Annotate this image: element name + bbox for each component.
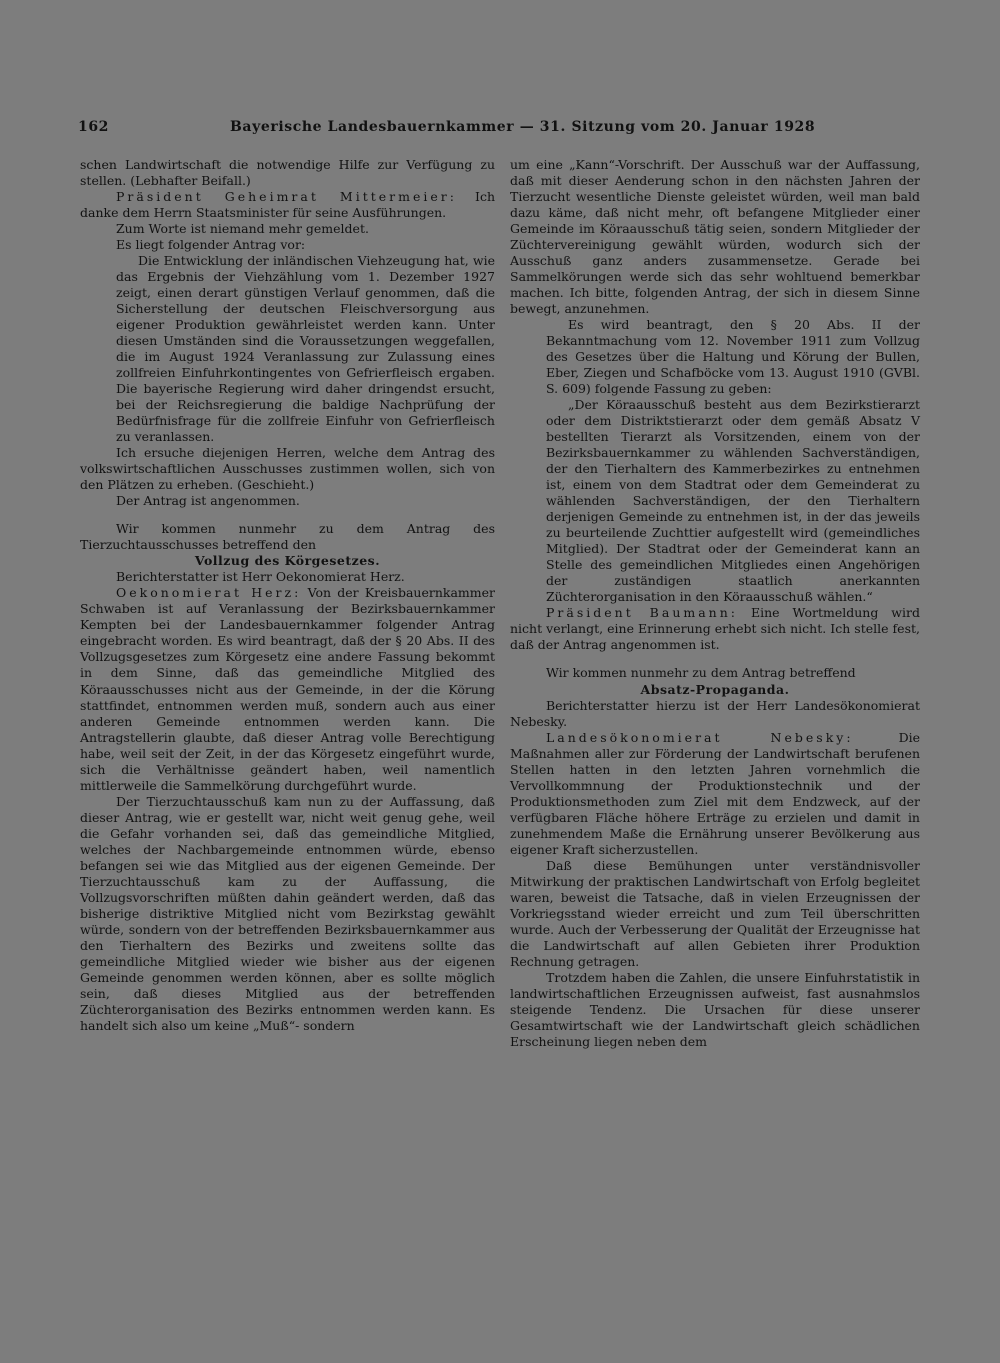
paragraph: Trotzdem haben die Zahlen, die unsere Einfuhrstatistik in landwirtschaftlichen Erzeugnissen aufweist, fast ausnahmslos steigende Tendenz. Die Ursachen für diese unserer Gesamtwirtschaft wie der Landwirtschaft gleich schädlichen Erscheinung liegen neben dem xyxy=(510,969,920,1049)
running-header xyxy=(78,119,920,143)
paragraph: Zum Worte ist niemand mehr gemeldet. xyxy=(116,221,369,237)
section-heading: Absatz-Propaganda. xyxy=(640,681,790,697)
left-column xyxy=(80,157,495,1034)
speech-text: Von der Kreisbauernkammer Schwaben ist auf Veranlassung der Bezirksbauernkammer Kempten bei der Landesbauernkammer folgender Antrag eingebracht worden. Es wird beantragt, daß der § 20 Abs. II des Vollzugsgesetzes zum Körgesetz eine andere Fassung bekommt in dem Sinne, daß das gemeindliche Mitglied des Köraausschusses nicht aus der Gemeinde, in der die Körung stattfindet, entnommen werden muß, sondern auch aus einer anderen Gemeinde entnommen werden kann. Die Antragstellerin glaubte, daß dieser Antrag volle Berechtigung habe, weil seit der Zeit, in der das Körgesetz eingeführt wurde, sich die Verhältnisse geändert haben, weil namentlich mittlerweile die Sammelkörung durchgeführt wurde. xyxy=(80,585,495,793)
motion-text: Es wird beantragt, den § 20 Abs. II der Bekanntmachung vom 12. November 1911 zum Vollzug des Gesetzes über die Haltung und Körung der Bullen, Eber, Ziegen und Schafböcke vom 13. August 1910 (GVBl. S. 609) folgende Fassung zu geben: xyxy=(546,317,920,397)
paragraph: Der Tierzuchtausschuß kam nun zu der Auffassung, daß dieser Antrag, wie er gestellt war, nicht weit genug gehe, weil die Gefahr vorhanden sei, daß das gemeindliche Mitglied, welches der Nachbargemeinde entnommen würde, ebenso befangen sei wie das Mitglied aus der eigenen Gemeinde. Der Tierzuchtausschuß kam zu der Auffassung, die Vollzugsvorschriften müßten dahin geändert werden, daß das bisherige distriktive Mitglied nicht vom Bezirkstag gewählt würde, sondern von der betreffenden Bezirksbauernkammer aus den Tierhaltern des Bezirks und zweitens sollte das gemeindliche Mitglied wieder wie bisher aus der eigenen Gemeinde genommen werden können, aber es sollte möglich sein, daß dieses Mitglied aus der betreffenden Züchterorganisation des Bezirks entnommen werden kann. Es handelt sich also um keine „Muß“- sondern xyxy=(80,793,495,1033)
speaker-name: Präsident Geheimrat Mittermeier: xyxy=(116,189,457,205)
quoted-regulation: „Der Köraausschuß besteht aus dem Bezirkstierarzt oder dem Distriktstierarzt oder dem gemäß Absatz V bestellten Tierarzt als Vorsitzenden, einem von der Bezirksbauernkammer zu wählenden Sachverständigen, der den Tierhaltern des Kammerbezirkes zu entnehmen ist, einem von dem Stadtrat oder dem Gemeinderat zu wählenden Sachverständigen, der den Tierhaltern derjenigen Gemeinde zu entnehmen ist, in der das jeweils zu beurteilende Zuchttier aufgestellt wird (gemeindliches Mitglied). Der Stadtrat oder der Gemeinderat kann an Stelle des gemeindlichen Mitgliedes einen Angehörigen der zuständigen staatlich anerkannten Züchterorganisation in den Köraausschuß wählen.“ xyxy=(546,397,920,605)
paragraph xyxy=(80,585,495,793)
paragraph: Berichterstatter ist Herr Oekonomierat Herz. xyxy=(116,569,405,585)
speech-text: Eine Wortmeldung wird nicht verlangt, eine Erinnerung erhebt sich nicht. Ich stelle fest, daß der Antrag angenommen ist. xyxy=(510,605,920,653)
paragraph xyxy=(510,730,920,858)
spacer xyxy=(80,509,495,521)
speech-text: Ich danke dem Herrn Staatsminister für seine Ausführungen. xyxy=(80,189,495,221)
paragraph: Wir kommen nunmehr zu dem Antrag betreffend xyxy=(546,665,856,681)
paragraph xyxy=(80,189,495,221)
paragraph xyxy=(510,605,920,653)
motion-text: Die Entwicklung der inländischen Viehzeugung hat, wie das Ergebnis der Viehzählung vom 1. Dezember 1927 zeigt, einen derart günstigen Verlauf genommen, daß die Sicherstellung der deutschen Fleischversorgung aus eigener Produktion gewährleistet werden kann. Unter diesen Umständen sind die Voraussetzungen weggefallen, die im August 1924 Veranlassung zur Zulassung eines zollfreien Einfuhrkontingentes von Gefrierfleisch ergaben. Die bayerische Regierung wird daher dringendst ersucht, bei der Reichsregierung die baldige Nachprüfung der Bedürfnisfrage für die zollfreie Einfuhr von Gefrierfleisch zu veranlassen. xyxy=(116,253,495,445)
speaker-name: Oekonomierat Herz: xyxy=(116,585,302,601)
page-number: 162 xyxy=(78,119,110,135)
paragraph: schen Landwirtschaft die notwendige Hilfe zur Verfügung zu stellen. (Lebhafter Beifall.) xyxy=(80,157,495,189)
speaker-name: Präsident Baumann: xyxy=(546,605,738,621)
paragraph: Daß diese Bemühungen unter verständnisvoller Mitwirkung der praktischen Landwirtschaft von Erfolg begleitet waren, beweist die Tatsache, daß in vielen Erzeugnissen der Vorkriegsstand wieder erreicht und zum Teil überschritten wurde. Auch der Verbesserung der Qualität der Erzeugnisse hat die Landwirtschaft auf allen Gebieten ihrer Produktion Rechnung getragen. xyxy=(510,857,920,969)
speech-text: Die Maßnahmen aller zur Förderung der Landwirtschaft berufenen Stellen hatten in den letzten Jahren vornehmlich die Vervollkommnung der Produktionstechnik und der Produktionsmethoden zum Ziel mit dem Endzweck, auf der verfügbaren Fläche höhere Erträge zu erzielen und damit in zunehmendem Maße die Ernährung unserer Bevölkerung aus eigener Kraft sicherzustellen. xyxy=(510,729,920,857)
section-heading: Vollzug des Körgesetzes. xyxy=(194,553,381,569)
paragraph: Der Antrag ist angenommen. xyxy=(116,493,300,509)
header-title: Bayerische Landesbauernkammer — 31. Sitzung vom 20. Januar 1928 xyxy=(230,119,816,135)
right-column xyxy=(510,157,920,1050)
paragraph: Ich ersuche diejenigen Herren, welche dem Antrag des volkswirtschaftlichen Ausschusses zustimmen wollen, sich von den Plätzen zu erheben. (Geschieht.) xyxy=(80,445,495,493)
paragraph: Wir kommen nunmehr zu dem Antrag des Tierzuchtausschusses betreffend den xyxy=(80,521,495,553)
paragraph: Es liegt folgender Antrag vor: xyxy=(116,237,306,253)
paragraph: Berichterstatter hierzu ist der Herr Landesökonomierat Nebesky. xyxy=(510,697,920,729)
spacer xyxy=(510,653,920,665)
speaker-name: Landesökonomierat Nebesky: xyxy=(546,729,854,745)
paragraph: um eine „Kann“-Vorschrift. Der Ausschuß war der Auffassung, daß mit dieser Aenderung schon in den nächsten Jahren der Tierzucht wesentliche Dienste geleistet würden, weil man bald dazu käme, daß nicht mehr, oft befangene Mitglieder einer Gemeinde im Köraausschuß tätig seien, sondern Mitglieder der Züchtervereinigung gewählt würden, wodurch sich der Ausschuß ganz anders zusammensetze. Gerade bei Sammelkörungen werde sich das sehr wohltuend bemerkbar machen. Ich bitte, folgenden Antrag, der sich in diesem Sinne bewegt, anzunehmen. xyxy=(510,157,920,317)
